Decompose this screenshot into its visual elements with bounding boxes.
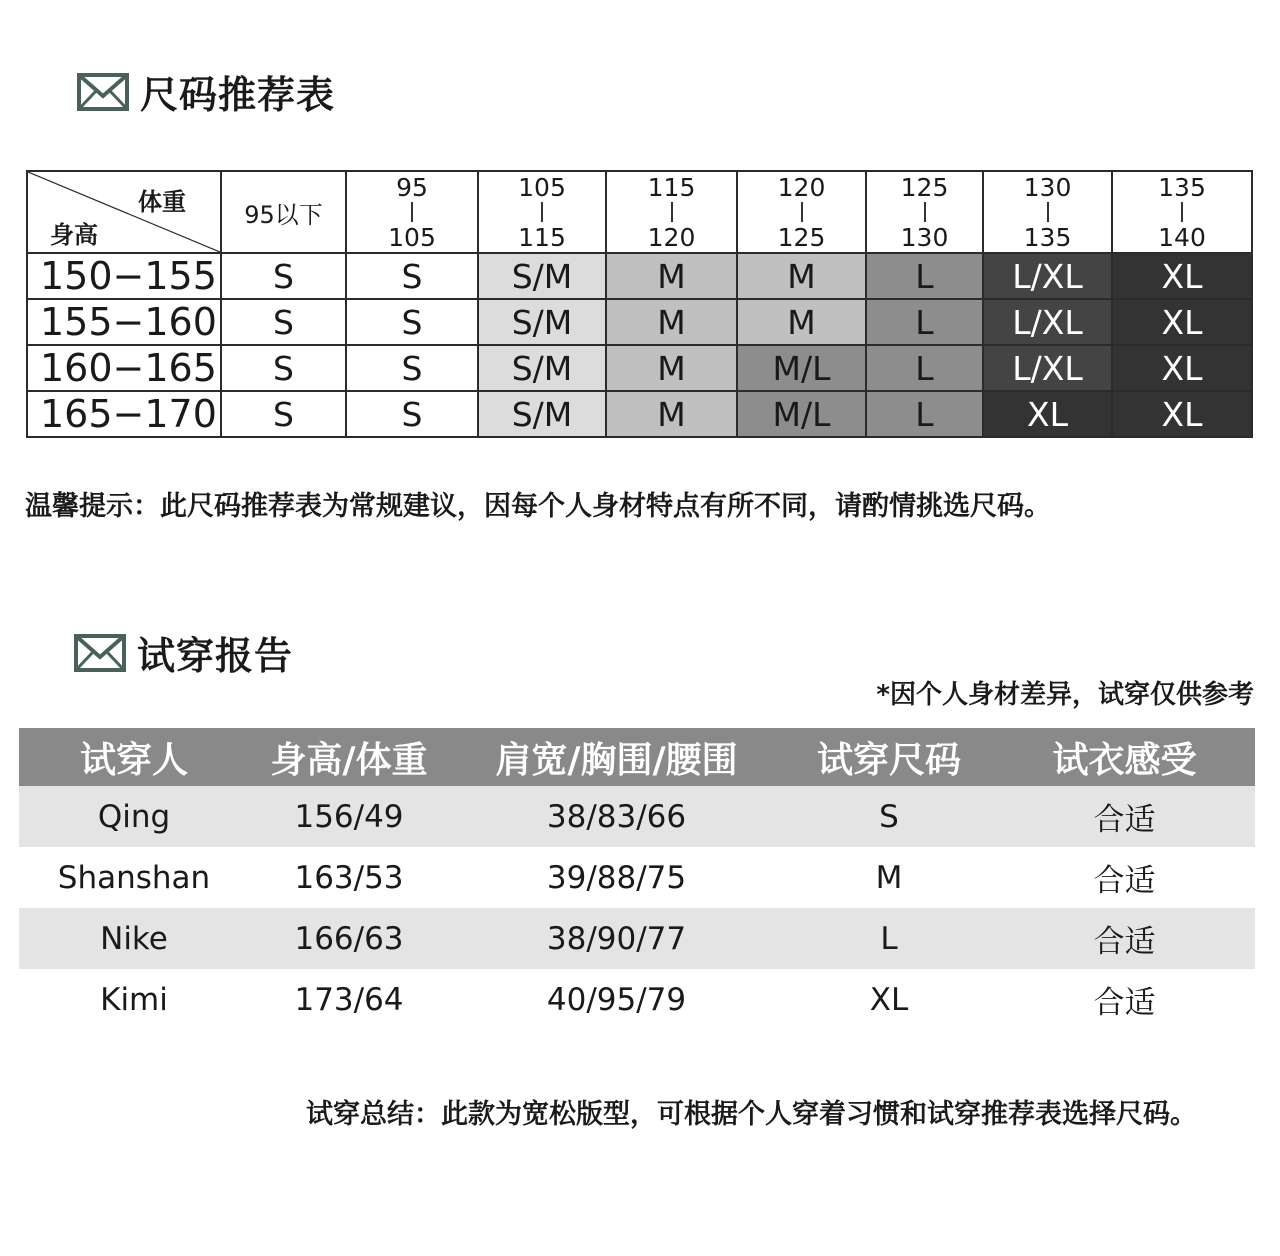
weight-range-header <box>983 171 1112 253</box>
weight-range <box>867 172 982 252</box>
table-row <box>19 969 1255 1030</box>
weight-range-header <box>1112 171 1252 253</box>
weight-range-from: 120 <box>777 172 826 202</box>
tryon-size: M <box>875 859 903 896</box>
size-chart-heading <box>76 64 335 119</box>
weight-range-from: 115 <box>647 172 696 202</box>
table-row <box>19 908 1255 969</box>
size-chart-row <box>27 299 1252 345</box>
weight-range-label: 95以下 <box>244 200 323 229</box>
tryon-feel: 合适 <box>1093 924 1156 960</box>
size-cell: S/M <box>478 299 606 345</box>
envelope-icon <box>76 72 130 112</box>
weight-range <box>1113 172 1251 252</box>
size-cell: L/XL <box>983 345 1112 391</box>
height-range: 160−165 <box>27 345 221 391</box>
weight-range-from: 105 <box>518 172 566 202</box>
size-cell: S/M <box>478 253 606 299</box>
range-divider <box>671 202 673 222</box>
tryon-header-name: 试穿人 <box>79 739 188 781</box>
weight-range-to: 115 <box>518 222 566 252</box>
weight-range-to: 140 <box>1158 222 1206 252</box>
weight-range-header <box>346 171 478 253</box>
range-divider <box>541 202 543 222</box>
tryon-feel: 合适 <box>1093 863 1156 899</box>
tryon-height-weight: 156/49 <box>294 798 404 835</box>
size-cell: S <box>346 299 478 345</box>
weight-range-to: 130 <box>900 222 949 252</box>
tryon-size: XL <box>869 981 909 1018</box>
tryon-measurements: 38/90/77 <box>546 920 687 957</box>
tryon-feel: 合适 <box>1093 985 1156 1021</box>
weight-range <box>347 172 477 252</box>
tryon-height-weight: 166/63 <box>294 920 404 957</box>
size-cell: S/M <box>478 345 606 391</box>
size-cell: M <box>606 299 737 345</box>
weight-range <box>607 172 736 252</box>
height-range: 150−155 <box>27 253 221 299</box>
envelope-icon <box>73 633 127 673</box>
tryon-header-row <box>19 728 1255 786</box>
tryon-header-size: 试穿尺码 <box>816 739 961 781</box>
corner-cell <box>27 171 221 253</box>
size-chart-row <box>27 253 1252 299</box>
table-row <box>19 847 1255 908</box>
tryon-measurements: 40/95/79 <box>546 981 687 1018</box>
tryon-height-weight: 163/53 <box>294 859 404 896</box>
tryon-measurements: 39/88/75 <box>546 859 687 896</box>
tryon-feel: 合适 <box>1093 802 1156 838</box>
height-range: 155−160 <box>27 299 221 345</box>
tryon-header-height-weight: 身高/体重 <box>270 739 428 781</box>
size-cell: M/L <box>737 345 866 391</box>
size-cell: L <box>866 391 983 437</box>
tryon-name: Nike <box>100 920 168 957</box>
weight-range-header <box>221 171 346 253</box>
size-cell: L <box>866 345 983 391</box>
height-range: 165−170 <box>27 391 221 437</box>
weight-range <box>479 172 605 252</box>
size-cell: S <box>346 391 478 437</box>
table-row <box>19 786 1255 847</box>
size-chart-row <box>27 345 1252 391</box>
size-cell: S/M <box>478 391 606 437</box>
range-divider <box>1181 202 1183 222</box>
size-chart-row <box>27 391 1252 437</box>
weight-range-from: 130 <box>1023 172 1072 202</box>
size-cell: XL <box>1112 253 1252 299</box>
size-cell: L <box>866 253 983 299</box>
size-chart-title: 尺码推荐表 <box>140 73 336 117</box>
size-cell: L/XL <box>983 253 1112 299</box>
tryon-size: S <box>879 798 899 835</box>
size-cell: XL <box>983 391 1112 437</box>
weight-range-to: 125 <box>777 222 826 252</box>
weight-range-header <box>737 171 866 253</box>
tryon-heading <box>73 625 293 680</box>
size-cell: S <box>221 391 346 437</box>
tryon-table <box>19 728 1255 1030</box>
tryon-header-measurements: 肩宽/胸围/腰围 <box>495 739 738 781</box>
size-cell: M <box>737 299 866 345</box>
tryon-summary: 试穿总结：此款为宽松版型，可根据个人穿着习惯和试穿推荐表选择尺码。 <box>306 1099 1197 1130</box>
size-cell: XL <box>1112 299 1252 345</box>
weight-range <box>738 172 865 252</box>
weight-range-to: 135 <box>1023 222 1072 252</box>
size-cell: S <box>346 345 478 391</box>
size-cell: S <box>221 299 346 345</box>
weight-range-to: 120 <box>647 222 696 252</box>
weight-range-from: 125 <box>900 172 949 202</box>
size-cell: XL <box>1112 391 1252 437</box>
tryon-name: Qing <box>97 798 171 835</box>
tryon-title: 试穿报告 <box>137 634 294 678</box>
weight-range-header <box>606 171 737 253</box>
size-cell: L/XL <box>983 299 1112 345</box>
corner-height-label: 身高 <box>50 221 98 249</box>
weight-range-header <box>866 171 983 253</box>
size-cell: XL <box>1112 345 1252 391</box>
range-divider <box>801 202 803 222</box>
size-chart-header-row <box>27 171 1252 253</box>
size-cell: M <box>737 253 866 299</box>
weight-range-from: 95 <box>396 172 428 202</box>
size-cell: M <box>606 253 737 299</box>
weight-range-header <box>478 171 606 253</box>
size-cell: S <box>221 345 346 391</box>
size-cell: M <box>606 345 737 391</box>
tryon-name: Kimi <box>100 981 168 1018</box>
weight-range-from: 135 <box>1158 172 1206 202</box>
corner-weight-label: 体重 <box>138 188 186 216</box>
size-chart-table <box>26 170 1253 438</box>
tryon-measurements: 38/83/66 <box>546 798 687 835</box>
size-cell: S <box>221 253 346 299</box>
size-cell: M/L <box>737 391 866 437</box>
tryon-disclaimer: *因个人身材差异，试穿仅供参考 <box>876 680 1254 710</box>
tryon-size: L <box>880 920 898 957</box>
range-divider <box>1047 202 1049 222</box>
tryon-height-weight: 173/64 <box>294 981 404 1018</box>
tryon-name: Shanshan <box>57 859 211 896</box>
weight-range-to: 105 <box>388 222 436 252</box>
size-cell: L <box>866 299 983 345</box>
size-cell: S <box>346 253 478 299</box>
size-cell: M <box>606 391 737 437</box>
size-tip: 温馨提示：此尺码推荐表为常规建议，因每个人身材特点有所不同，请酌情挑选尺码。 <box>25 491 1051 522</box>
tryon-header-feel: 试衣感受 <box>1052 739 1197 781</box>
weight-range <box>984 172 1111 252</box>
range-divider <box>411 202 413 222</box>
range-divider <box>924 202 926 222</box>
